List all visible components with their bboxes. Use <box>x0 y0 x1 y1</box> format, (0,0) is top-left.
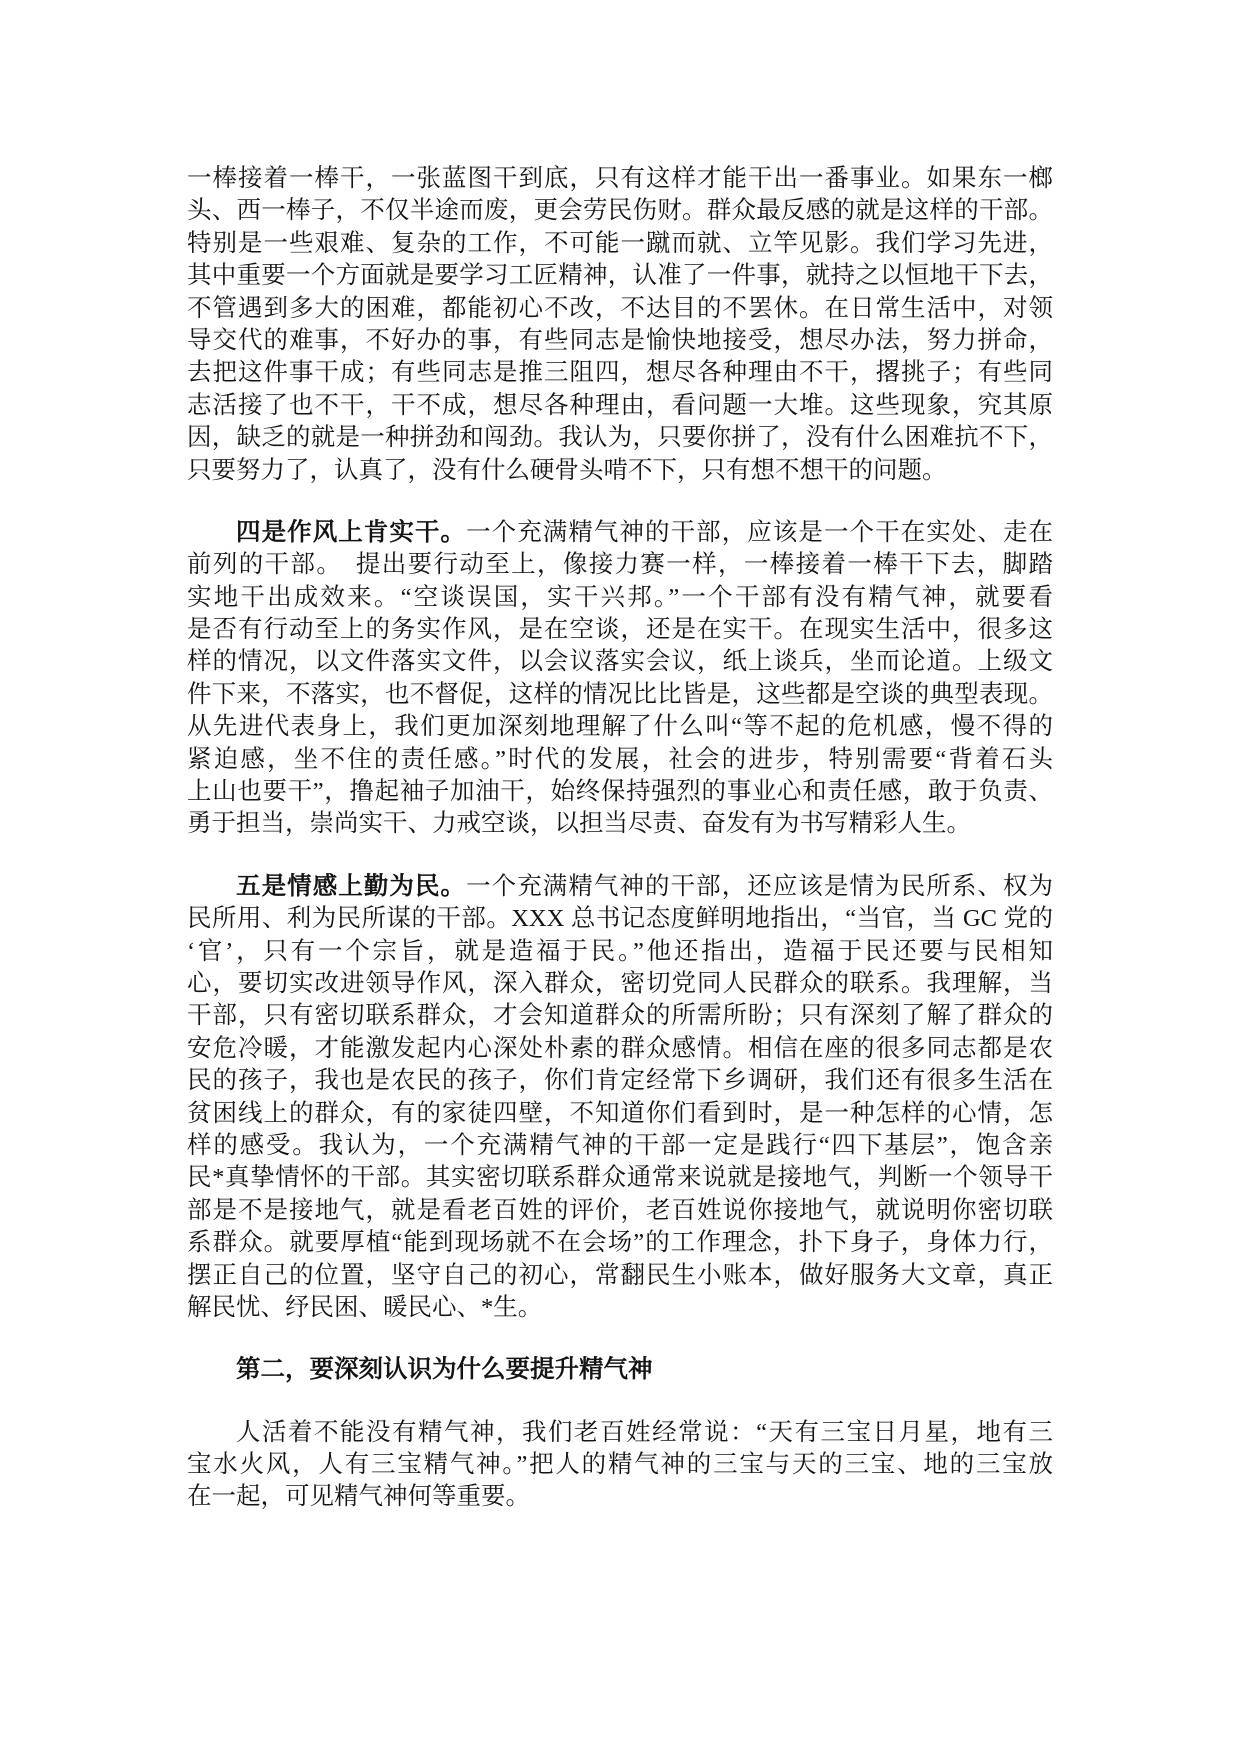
text-line: 头、西一棒子，不仅半途而废，更会劳民伤财。群众最反感的就是这样的干部。 <box>187 197 1053 225</box>
text-line: 是否有行动至上的务实作风，是在空谈，还是在实干。在现实生活中，很多这 <box>187 616 1053 644</box>
text-line: 系群众。就要厚植“能到现场就不在会场”的工作理念，扑下身子，身体力行， <box>187 1229 1053 1257</box>
text-line: 件下来，不落实，也不督促，这样的情况比比皆是，这些都是空谈的典型表现。 <box>187 680 1053 708</box>
text-line: 勇于担当，崇尚实干、力戒空谈，以担当尽责、奋发有为书写精彩人生。 <box>187 810 971 838</box>
text-line: 部是不是接地气，就是看老百姓的评价，老百姓说你接地气，就说明你密切联 <box>187 1196 1053 1224</box>
text-line: 安危冷暖，才能激发起内心深处朴素的群众感情。相信在座的很多同志都是农 <box>187 1034 1053 1062</box>
text-line: 一棒接着一棒干，一张蓝图干到底，只有这样才能干出一番事业。如果东一榔 <box>187 165 1053 192</box>
text-line: 不管遇到多大的困难，都能初心不改，不达目的不罢休。在日常生活中，对领 <box>187 294 1053 322</box>
text-line: 民*真挚情怀的干部。其实密切联系群众通常来说就是接地气，判断一个领导干 <box>187 1164 1053 1192</box>
text-line <box>187 871 1053 903</box>
document-body <box>187 163 1053 1544</box>
body-paragraph <box>187 163 1053 487</box>
text-line-content: 一个充满精气神的干部，应该是一个干在实处、走在 <box>466 518 1054 546</box>
text-line: 宝水火风，人有三宝精气神。”把人的精气神的三宝与天的三宝、地的三宝放 <box>187 1451 1053 1479</box>
text-line: 解民忧、纾民困、暖民心、*生。 <box>187 1293 543 1321</box>
text-line: 特别是一些艰难、复杂的工作，不可能一蹴而就、立竿见影。我们学习先进， <box>187 229 1053 257</box>
text-line: 在一起，可见精气神何等重要。 <box>187 1483 530 1511</box>
text-line: 只要努力了，认真了，没有什么硬骨头啃不下，只有想不想干的问题。 <box>187 456 947 484</box>
text-line: 民的孩子，我也是农民的孩子，你们肯定经常下乡调研，我们还有很多生活在 <box>187 1067 1053 1095</box>
text-line: 样的感受。我认为，一个充满精气神的干部一定是践行“四下基层”，饱含亲 <box>187 1131 1053 1159</box>
text-line: 其中重要一个方面就是要学习工匠精神，认准了一件事，就持之以恒地干下去， <box>187 262 1053 290</box>
body-paragraph <box>187 871 1053 1324</box>
text-line: 紧迫感，坐不住的责任感。”时代的发展，社会的进步，特别需要“背着石头 <box>187 745 1053 773</box>
text-line: ‘官’，只有一个宗旨，就是造福于民。”他还指出，造福于民还要与民相知 <box>187 937 1053 965</box>
text-line: 前列的干部。 提出要行动至上，像接力赛一样，一棒接着一棒干下去，脚踏 <box>187 551 1053 579</box>
text-line: 上山也要干”，撸起袖子加油干，始终保持强烈的事业心和责任感，敢于负责、 <box>187 778 1053 806</box>
text-line: 民所用、利为民所谋的干部。XXX 总书记态度鲜明地指出，“当官，当 GC 党的 <box>187 905 1053 933</box>
paragraph-lead: 五是情感上勤为民。 <box>236 872 467 900</box>
paragraph-lead: 四是作风上肯实干。 <box>236 518 467 546</box>
text-line <box>187 517 1053 549</box>
text-line: 样的情况，以文件落实文件，以会议落实会议，纸上谈兵，坐而论道。上级文 <box>187 648 1053 676</box>
text-line: 从先进代表身上，我们更加深刻地理解了什么叫“等不起的危机感，慢不得的 <box>187 713 1053 741</box>
text-line: 实地干出成效来。“空谈误国，实干兴邦。”一个干部有没有精气神，就要看 <box>187 583 1053 611</box>
body-paragraph <box>187 1417 1053 1514</box>
text-line: 志活接了也不干，干不成，想尽各种理由，看问题一大堆。这些现象，究其原 <box>187 391 1053 419</box>
text-line: 摆正自己的位置，坚守自己的初心，常翻民生小账本，做好服务大文章，真正 <box>187 1261 1053 1289</box>
text-line: 干部，只有密切联系群众，才会知道群众的所需所盼；只有深刻了解了群众的 <box>187 1002 1053 1030</box>
text-line: 心，要切实改进领导作风，深入群众，密切党同人民群众的联系。我理解，当 <box>187 969 1053 997</box>
text-line: 贫困线上的群众，有的家徒四壁，不知道你们看到时，是一种怎样的心情，怎 <box>187 1099 1053 1127</box>
body-paragraph <box>187 517 1053 841</box>
text-line: 导交代的难事，不好办的事，有些同志是愉快地接受，想尽办法，努力拼命， <box>187 326 1053 354</box>
text-line: 人活着不能没有精气神，我们老百姓经常说：“天有三宝日月星，地有三 <box>236 1418 1053 1446</box>
section-heading: 第二，要深刻认识为什么要提升精气神 <box>236 1356 653 1384</box>
section-heading-block <box>187 1354 1053 1386</box>
text-line: 因，缺乏的就是一种拼劲和闯劲。我认为，只要你拼了，没有什么困难抗不下， <box>187 424 1053 452</box>
text-line: 去把这件事干成；有些同志是推三阻四，想尽各种理由不干，撂挑子；有些同 <box>187 359 1053 387</box>
text-line-content: 一个充满精气神的干部，还应该是情为民所系、权为 <box>466 872 1054 900</box>
